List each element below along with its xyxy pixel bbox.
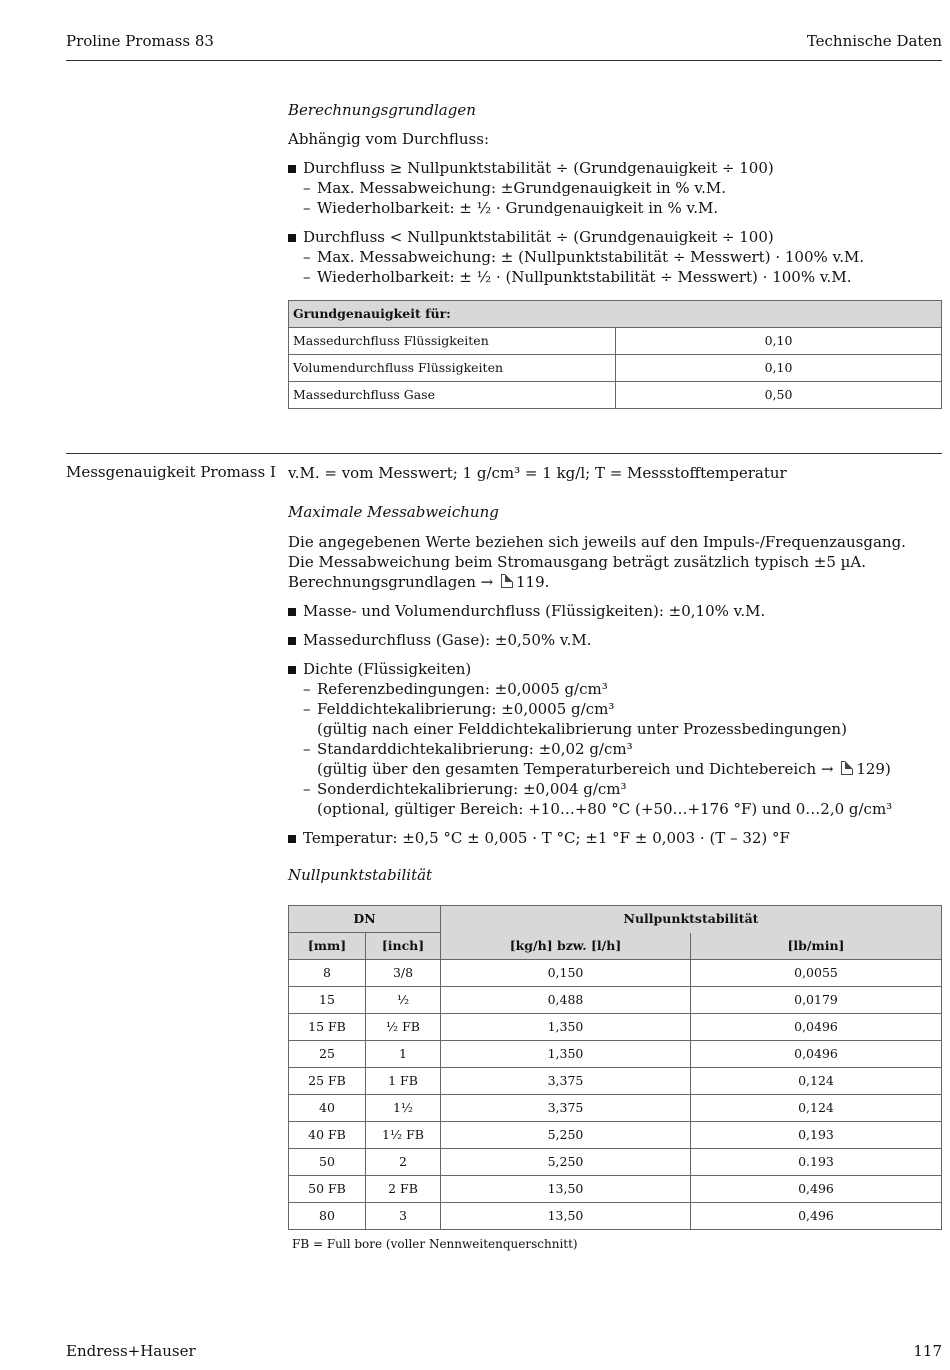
table-cell: 50 bbox=[289, 1149, 366, 1176]
table-cell: 0,0496 bbox=[691, 1014, 942, 1041]
table-cell: 0,50 bbox=[616, 382, 942, 409]
table-column-header: [inch] bbox=[366, 933, 441, 960]
document-icon bbox=[841, 761, 853, 775]
sub-item: – Sonderdichtekalibrierung: ±0,004 g/cm³ bbox=[303, 779, 942, 799]
list-item bbox=[288, 828, 942, 848]
list-item bbox=[288, 158, 942, 218]
page-ref-link[interactable]: 119. bbox=[515, 573, 550, 591]
table-cell: Volumendurchfluss Flüssigkeiten bbox=[289, 355, 616, 382]
table-cell: 40 FB bbox=[289, 1122, 366, 1149]
table-row bbox=[289, 1068, 942, 1095]
table-cell: 1½ FB bbox=[366, 1122, 441, 1149]
accuracy-side-label: Messgenauigkeit Promass I bbox=[66, 463, 276, 481]
zero-stability-heading: Nullpunktstabilität bbox=[288, 866, 433, 884]
table-cell: 15 bbox=[289, 987, 366, 1014]
table-row bbox=[289, 1014, 942, 1041]
table-row bbox=[289, 1122, 942, 1149]
bullet-text: Massedurchfluss (Gase): ±0,50% v.M. bbox=[303, 631, 592, 649]
table-cell: Massedurchfluss Flüssigkeiten bbox=[289, 328, 616, 355]
table-cell: 1½ bbox=[366, 1095, 441, 1122]
list-item bbox=[288, 630, 942, 650]
bullet-text: Durchfluss < Nullpunktstabilität ÷ (Grundgenauigkeit ÷ 100) bbox=[303, 228, 774, 246]
table-cell: 0,150 bbox=[441, 960, 691, 987]
table-cell: 0,0179 bbox=[691, 987, 942, 1014]
table-cell: 0,124 bbox=[691, 1068, 942, 1095]
table-row bbox=[289, 1149, 942, 1176]
paragraph bbox=[288, 572, 942, 592]
table-row bbox=[289, 328, 942, 355]
bullet-text: Temperatur: ±0,5 °C ± 0,005 · T °C; ±1 °F ± 0,003 · (T – 32) °F bbox=[303, 829, 790, 847]
table-row bbox=[289, 1095, 942, 1122]
sub-item: – Felddichtekalibrierung: ±0,0005 g/cm³ bbox=[303, 699, 942, 719]
table-column-header: [lb/min] bbox=[691, 933, 942, 960]
sub-item: – Max. Messabweichung: ±Grundgenauigkeit in % v.M. bbox=[303, 178, 942, 198]
table-row bbox=[289, 355, 942, 382]
table-cell: 3/8 bbox=[366, 960, 441, 987]
calculation-basis-section bbox=[288, 100, 942, 409]
paragraph: Die angegebenen Werte beziehen sich jeweils auf den Impuls-/Frequenzausgang. bbox=[288, 533, 906, 551]
sub-item: – Max. Messabweichung: ± (Nullpunktstabilität ÷ Messwert) · 100% v.M. bbox=[303, 247, 942, 267]
table-column-header: [mm] bbox=[289, 933, 366, 960]
table-cell: 0,488 bbox=[441, 987, 691, 1014]
table-cell: 13,50 bbox=[441, 1203, 691, 1230]
table-row bbox=[289, 960, 942, 987]
table-row bbox=[289, 382, 942, 409]
sub-item-continuation: (optional, gültiger Bereich: +10…+80 °C (+50…+176 °F) und 0…2,0 g/cm³ bbox=[317, 800, 893, 818]
table-cell: 40 bbox=[289, 1095, 366, 1122]
definition-line: v.M. = vom Messwert; 1 g/cm³ = 1 kg/l; T = Messstofftemperatur bbox=[288, 464, 787, 482]
table-cell: 0,496 bbox=[691, 1176, 942, 1203]
table-cell: 0,193 bbox=[691, 1122, 942, 1149]
table-cell: 3 bbox=[366, 1203, 441, 1230]
table-group-header: DN bbox=[289, 906, 441, 933]
table-cell: 1,350 bbox=[441, 1041, 691, 1068]
sub-item: – Standarddichtekalibrierung: ±0,02 g/cm³ bbox=[303, 739, 942, 759]
table-cell: 5,250 bbox=[441, 1149, 691, 1176]
bullet-text: Dichte (Flüssigkeiten) bbox=[303, 660, 472, 678]
table-cell: 25 bbox=[289, 1041, 366, 1068]
table-cell: 3,375 bbox=[441, 1095, 691, 1122]
document-icon bbox=[501, 574, 513, 588]
sub-item: – Wiederholbarkeit: ± ½ · (Nullpunktstabilität ÷ Messwert) · 100% v.M. bbox=[303, 267, 942, 287]
header-rule bbox=[66, 60, 942, 61]
zero-stability-table bbox=[288, 905, 942, 1230]
table-cell: 15 FB bbox=[289, 1014, 366, 1041]
table-column-header: [kg/h] bzw. [l/h] bbox=[441, 933, 691, 960]
header-product-name: Proline Promass 83 bbox=[66, 32, 214, 50]
table-cell: 0,10 bbox=[616, 355, 942, 382]
list-item bbox=[288, 659, 942, 819]
base-accuracy-table bbox=[288, 300, 942, 409]
table-cell: Massedurchfluss Gase bbox=[289, 382, 616, 409]
page-ref-text: (gültig über den gesamten Temperaturbereich und Dichtebereich → bbox=[317, 760, 834, 778]
table-cell: 2 FB bbox=[366, 1176, 441, 1203]
accuracy-section bbox=[288, 463, 942, 1254]
table-cell: 1 bbox=[366, 1041, 441, 1068]
table-cell: 2 bbox=[366, 1149, 441, 1176]
table-cell: 0,0496 bbox=[691, 1041, 942, 1068]
table-cell: 25 FB bbox=[289, 1068, 366, 1095]
sub-item-continuation: (gültig nach einer Felddichtekalibrierung unter Prozessbedingungen) bbox=[317, 720, 847, 738]
table-row bbox=[289, 987, 942, 1014]
sub-item: – Referenzbedingungen: ±0,0005 g/cm³ bbox=[303, 679, 942, 699]
table-cell: 5,250 bbox=[441, 1122, 691, 1149]
calculation-basis-intro: Abhängig vom Durchfluss: bbox=[288, 130, 489, 148]
header-section-title: Technische Daten bbox=[806, 32, 942, 50]
table-cell: 50 FB bbox=[289, 1176, 366, 1203]
table-cell: 0,496 bbox=[691, 1203, 942, 1230]
page-ref-text: Berechnungsgrundlagen → bbox=[288, 573, 494, 591]
table-cell: 1 FB bbox=[366, 1068, 441, 1095]
sub-item-continuation bbox=[303, 759, 942, 779]
list-item bbox=[288, 227, 942, 287]
calculation-basis-list bbox=[288, 158, 942, 287]
max-deviation-heading: Maximale Messabweichung bbox=[288, 503, 499, 521]
table-cell: 80 bbox=[289, 1203, 366, 1230]
table-cell: 3,375 bbox=[441, 1068, 691, 1095]
page-number: 117 bbox=[913, 1342, 942, 1360]
table-cell: 8 bbox=[289, 960, 366, 987]
table-group-header: Nullpunktstabilität bbox=[441, 906, 942, 933]
table-cell: 0,0055 bbox=[691, 960, 942, 987]
table-cell: ½ FB bbox=[366, 1014, 441, 1041]
table-header: Grundgenauigkeit für: bbox=[289, 301, 942, 328]
list-item bbox=[288, 601, 942, 621]
bullet-text: Masse- und Volumendurchfluss (Flüssigkeiten): ±0,10% v.M. bbox=[303, 602, 766, 620]
table-cell: 0,10 bbox=[616, 328, 942, 355]
table-footnote: FB = Full bore (voller Nennweitenquerschnitt) bbox=[292, 1237, 578, 1251]
calculation-basis-heading: Berechnungsgrundlagen bbox=[288, 101, 476, 119]
paragraph: Die Messabweichung beim Stromausgang beträgt zusätzlich typisch ±5 µA. bbox=[288, 553, 867, 571]
page-ref-link[interactable]: 129) bbox=[856, 760, 891, 778]
table-cell: 13,50 bbox=[441, 1176, 691, 1203]
table-row bbox=[289, 1041, 942, 1068]
max-deviation-list bbox=[288, 601, 942, 848]
section-divider bbox=[66, 453, 942, 454]
table-row bbox=[289, 1203, 942, 1230]
sub-item: – Wiederholbarkeit: ± ½ · Grundgenauigkeit in % v.M. bbox=[303, 198, 942, 218]
table-cell: ½ bbox=[366, 987, 441, 1014]
table-cell: 0,124 bbox=[691, 1095, 942, 1122]
table-cell: 0.193 bbox=[691, 1149, 942, 1176]
table-cell: 1,350 bbox=[441, 1014, 691, 1041]
table-row bbox=[289, 1176, 942, 1203]
bullet-text: Durchfluss ≥ Nullpunktstabilität ÷ (Grundgenauigkeit ÷ 100) bbox=[303, 159, 774, 177]
footer-company: Endress+Hauser bbox=[66, 1342, 196, 1360]
